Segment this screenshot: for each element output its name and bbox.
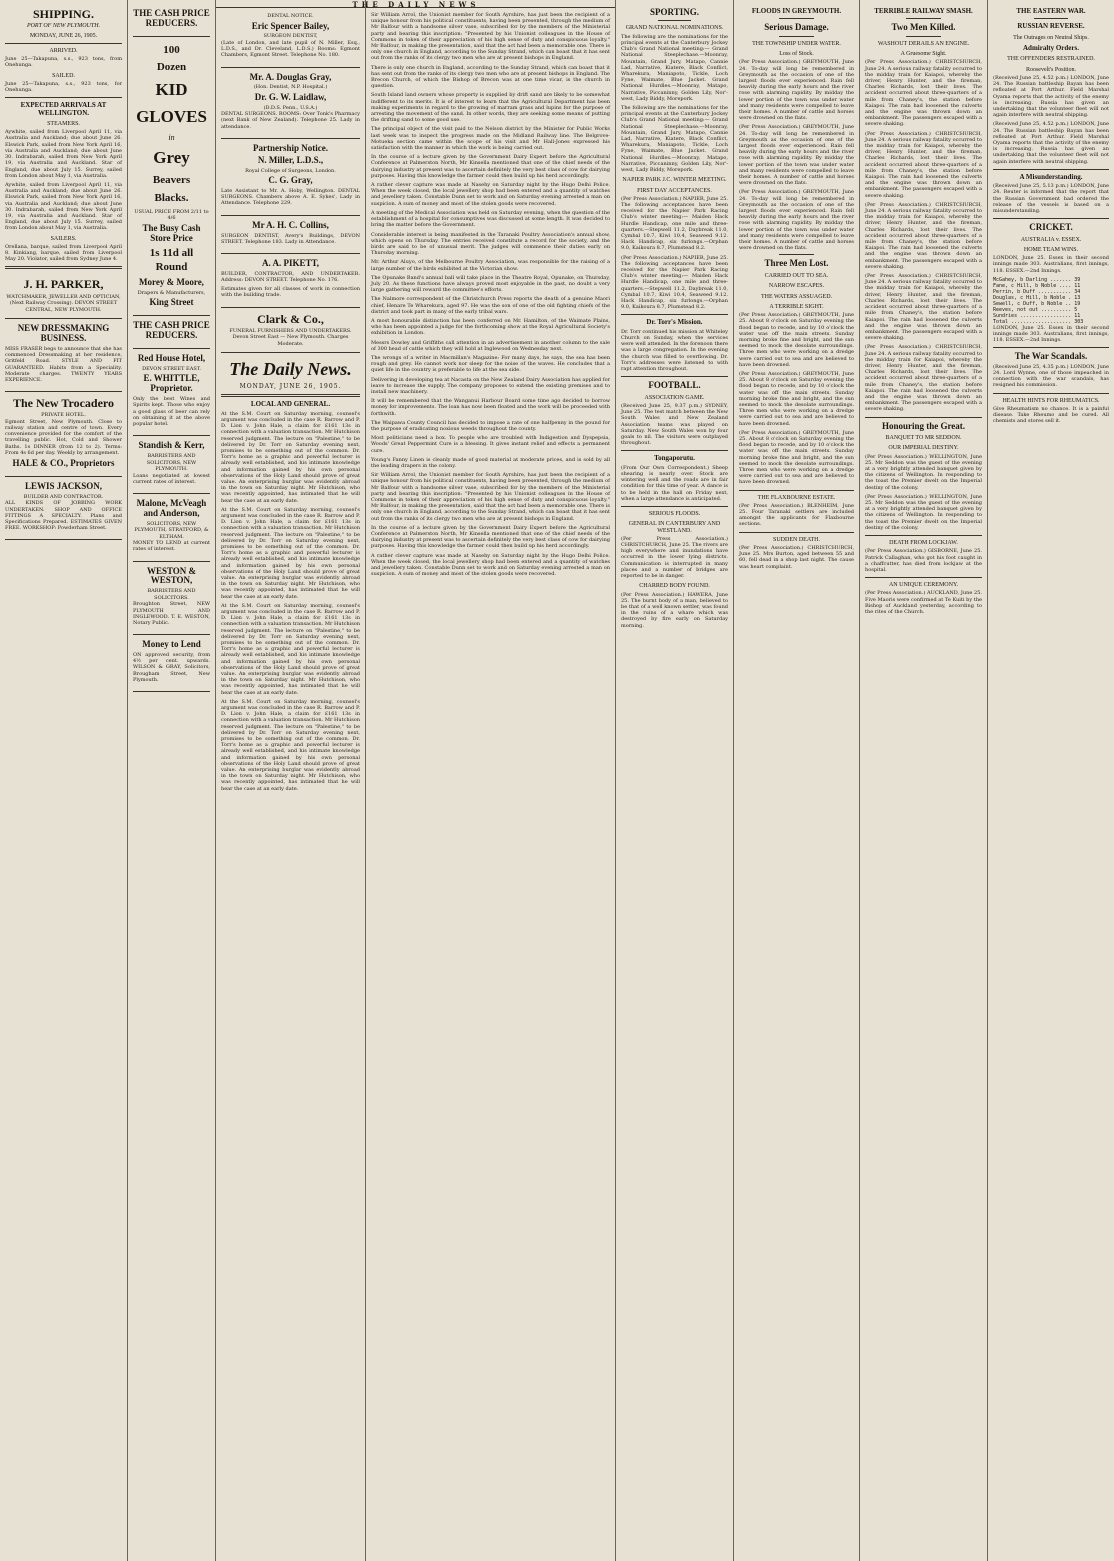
dressmaking-heading: NEW DRESSMAKING BUSINESS.: [17, 323, 110, 344]
torr-text: Dr. Torr continued his mission at Whiteley Church on Sunday, when the services were well attended. In the forenoon there was a large congregation. In the evening the church was filled to overflowing. Dr. Torr's addresses were listened to with rapt attention throughout.: [621, 328, 728, 373]
reducers-heading: THE CASH PRICE REDUCERS.: [133, 8, 210, 28]
cricket-heading: CRICKET.: [1029, 222, 1073, 233]
tongaporutu-text: (From Our Own Correspondent.) Sheep shearing is nearly over. Stock are wintering well and the roads are in fair condition for this time of year. A dance is to be held in the hall on Friday next, when a large attendance is anticipated.: [621, 464, 728, 502]
score-row: Sewell, c Duff, b Noble .. 19: [993, 300, 1081, 307]
partnership-heading: Partnership Notice.: [253, 142, 328, 153]
column-sporting: [616, 0, 734, 1561]
standish-kerr-text: Loans negotiated at lowest current rates of interest.: [133, 472, 210, 485]
railway-text: (Per Press Association.) CHRISTCHURCH, June 24. A serious railway fatality occurred to the midday train for Kaiapoi, whereby the driver, Henry Hunter, and the fireman, Charles Richards, lost their lives. The accident occurred about three-quarters of a mile from Chaney's, the station before Kaiapoi. The rain had loosened the culverts and the engine was thrown down an embankment. The passengers escaped with a severe shaking.: [865, 273, 982, 342]
standish-kerr-name: Standish & Kerr,: [138, 440, 205, 451]
kid-gloves-line: GLOVES: [136, 106, 207, 126]
kid-gloves-line: Beavers: [152, 174, 191, 187]
divider: [621, 314, 728, 315]
divider: [779, 36, 814, 37]
money-to-lend-heading: Money to Lend: [142, 639, 201, 650]
flaxbourne-heading: THE FLAXBOURNE ESTATE.: [757, 494, 836, 501]
column-eastern-war: [988, 0, 1114, 1561]
serious-floods-heading: SERIOUS FLOODS.: [648, 510, 701, 517]
red-house-address: DEVON STREET EAST.: [142, 365, 201, 372]
three-men-heading: Three Men Lost.: [764, 258, 829, 269]
local-general-text: At the S.M. Court on Saturday morning, counsel's argument was concluded in the case R. Barrow and P. D. Lion v. John Hale, a claim for £161 13s in connection with a valuation transaction. Mr Hutchison reserved judgment. The lecture on "Palestine," to be delivered by Dr. Torr on Saturday evening next, promises to be something out of the common. Dr. Torr's home as a graphic and powerful lecturer is already well established, and his intimate knowledge and information gained by his own personal observations of the Holy Land should prove of great value. An enterprising burglar was evidently abroad in the town on Saturday night. Mr Hutchison, who was recently appointed, has intimated that he will hear the case at an early date.: [221, 410, 360, 504]
seddon-sub2: OUR IMPERIAL DESTINY.: [888, 445, 959, 452]
cricket-scorecard: [993, 277, 1109, 325]
steamers-text: Aywhite, sailed from Liverpool April 11, via Australia and Auckland; due about June 26. Elswick Park, sailed from New York April 16, via Australia and Auckland; due about June 30. Indrabarah, sailed from New York April 19, via Australia and Auckland. Star of England, due about July 15. Surrey, sailed from London about May 1, via Australia.: [5, 129, 122, 179]
morey-moore-name: Morey & Moore,: [139, 276, 204, 287]
news-paragraph: In the course of a lecture given by the Government Dairy Expert before the Agricultural Conference at Palmerston North, Mr Kinsella mentioned that one of the chief needs of the dairying industry at present was to ascertain definitely the very best class of cow for dairying purposes. Having this knowledge the farmer could then build up his herd accordingly.: [371, 524, 610, 550]
health-hints-heading: HEALTH HINTS FOR RHEUMATICS.: [1002, 397, 1100, 404]
news-paragraph: A most honourable distinction has been conferred on Mr. Hamilton, of the Waimate Plains, who has been appointed a judge for the forthcoming show at the Royal Agricultural Society's exhibition in London.: [371, 317, 610, 337]
editorial-date: MONDAY, JUNE 26, 1905.: [239, 383, 342, 391]
hale-proprietors: HALE & CO., Proprietors: [12, 458, 115, 469]
collins-name: Mr A. H. C. Collins,: [252, 219, 329, 230]
kid-gloves-line: Dozen: [156, 60, 187, 73]
news-paragraph: A rather clever capture was made at Nasehy on Saturday night by the Hugo Delhi Police. When the week closed, the local jewellery shop had been entered and a quantity of watches and jewellery taken. Constable Dunn set to work and on Saturday evening arrested a man on suspicion. A sum of money and most of the stolen goods were recovered.: [371, 182, 610, 207]
cricket-text: LONDON, June 25. Essex in their second innings made 303. Australians, first innings, 118. ESSEX.—2nd Innings.: [993, 324, 1109, 344]
kid-gloves-advert: [133, 37, 210, 316]
kid-gloves-line: Blacks.: [154, 191, 189, 204]
divider: [865, 417, 982, 418]
column-railway: [860, 0, 988, 1561]
floods-heading: FLOODS IN GREYMOUTH.: [751, 7, 842, 15]
kid-gloves-usual-price: USUAL PRICE FROM 2/11 to 4/6: [134, 208, 209, 222]
sailers-text: Orellana, barque, sailed from Liverpool April 8. Kinkiang, barque, sailed from Liverpool May 20. Violator, sailed from Sydney June 4.: [5, 243, 122, 263]
pikett-note: Estimates given for all classes of work in connection with the building trade.: [221, 286, 360, 299]
divider: [5, 97, 122, 98]
whittle-proprietor: E. WHITTLE, Proprietor.: [143, 373, 200, 394]
standish-kerr-sub: BARRISTERS AND SOLICITORS, NEW PLYMOUTH.: [146, 453, 197, 472]
unique-ceremony-heading: AN UNIQUE CEREMONY.: [888, 582, 959, 589]
kid-gloves-line: Grey: [153, 147, 190, 167]
arrivals-heading: ARRIVED.: [49, 47, 78, 54]
divider: [993, 393, 1109, 394]
divider: [221, 394, 360, 397]
gray-name: Mr. A. Douglas Gray,: [249, 71, 332, 82]
score-row: Reeves, not out .......... 5: [993, 306, 1078, 313]
malone-advert: [133, 494, 210, 562]
red-house-advert: [133, 349, 210, 436]
pikett-name: A. A. PIKETT,: [261, 257, 320, 268]
expected-arrivals-heading: EXPECTED ARRIVALS AT WELLINGTON.: [20, 101, 107, 117]
cricket-text: LONDON, June 25. Essex in their second innings made 303. Australians, first innings, 118. ESSEX.—2nd Innings.: [993, 255, 1109, 274]
miller-sub: Royal College of Surgeons, London.: [245, 167, 336, 174]
railway-sub3: A Gruesome Sight.: [900, 51, 947, 58]
unique-ceremony-text: (Per Press Association.) AUCKLAND, June 25. Five Maoris were confirmed at Te Kuiti by the Bishop of Auckland yesterday, according to the rites of the Church.: [865, 590, 982, 616]
departures-text: June 25—Takapuna, s.s., 923 tons, for Onehunga.: [5, 80, 122, 94]
malone-sub: SOLICITORS, NEW PLYMOUTH, STRATFORD, & ELTHAM.: [134, 520, 209, 540]
news-paragraph: In the course of a lecture given by the Government Dairy Expert before the Agricultural Conference at Palmerston North, Mr Kinsella mentioned that one of the chief needs of the dairying industry at present was to ascertain definitely the very best class of cow for dairying purposes. Having this knowledge the farmer could then build up his herd accordingly.: [371, 154, 610, 179]
sudden-death-text: (Per Press Association.) CHRISTCHURCH, June 25. Mrs Burton, aged between 55 and 60, fell dead in a shop last night. The cause was heart complaint.: [739, 544, 854, 570]
divider: [906, 18, 941, 19]
weston-sub: BARRISTERS AND SOLICITORS.: [147, 588, 196, 601]
clark-address: Devon Street East — New Plymouth. Charges Moderate.: [232, 334, 349, 347]
misunderstanding-text: (Received June 25, 5.13 p.m.) LONDON, June 24. Reuter is informed that the report that the Russian Government had ordered the release of the vessels is based on a misunderstanding.: [993, 183, 1109, 214]
kid-gloves-line: KID: [155, 80, 188, 100]
parker-advert: [5, 273, 122, 319]
bailey-sub: SURGEON DENTIST,: [263, 33, 318, 40]
floods-text-2: (Per Press Association.) GREYMOUTH, June 25. About 8 o'clock on Saturday evening the flood began to recede, and by 10 o'clock the water was off the main streets. Sunday morning broke fine and bright, and the sun seemed to mock the desolate surroundings. Three men who were working on a dredge were carried out to sea and are believed to have been drowned.: [739, 370, 854, 427]
railway-text: (Per Press Association.) CHRISTCHURCH, June 24. A serious railway fatality occurred to the midday train for Kaiapoi, whereby the driver, Henry Hunter, and the fireman, Charles Richards, lost their lives. The accident occurred about three-quarters of a mile from Chaney's, the station before Kaiapoi. The rain had loosened the culverts and the engine was thrown down an embankment. The passengers escaped with a severe shaking.: [865, 130, 982, 199]
divider: [993, 218, 1109, 219]
cg-gray-text: Late Assistant to Mr. A. Hoby, Wellington. DENTAL SURGEONS. Chambers above A. E. Sykes', Lady in Attendance. Telephone 229.: [221, 188, 360, 207]
busy-store-label: The Busy Cash Store Price: [142, 222, 201, 243]
column-shipping: [0, 0, 128, 1561]
local-general-heading: LOCAL AND GENERAL.: [250, 400, 331, 409]
weston-advert: [133, 562, 210, 636]
money-to-lend-text: ON approved security, from 4½ per cent. upwards. WILSON & GRAY, Solicitors, Brougham Street, New Plymouth.: [133, 652, 210, 683]
floods-sub2: THE TOWNSHIP UNDER WATER.: [752, 40, 841, 47]
column-news-paragraphs: [366, 0, 616, 1561]
eastern-war-heading: THE EASTERN WAR.: [1016, 7, 1086, 15]
charred-body-heading: CHARRED BODY FOUND.: [639, 583, 710, 590]
war-scandals-heading: The War Scandals.: [1014, 351, 1088, 362]
seddon-text: (Per Press Association.) WELLINGTON, June 25. Mr Seddon was the guest of the evening at a very brightly attended banquet given by the citizens of Wellington. In responding to the toast the Premier dwelt on the Imperial destiny of the colony.: [865, 493, 982, 531]
nominations-heading: GRAND NATIONAL NOMINATIONS.: [625, 25, 724, 32]
local-general-text: At the S.M. Court on Saturday morning, counsel's argument was concluded in the case R. Barrow and P. D. Lion v. John Hale, a claim for £161 13s in connection with a valuation transaction. Mr Hutchison reserved judgment. The lecture on "Palestine," to be delivered by Dr. Torr on Saturday evening next, promises to be something out of the common. Dr. Torr's home as a graphic and powerful lecturer is already well established, and his intimate knowledge and information gained by his own personal observations of the Holy Land should prove of great value. An enterprising burglar was evidently abroad in the town on Saturday night. Mr Hutchison, who was recently appointed, has intimated that he will hear the case at an early date.: [221, 698, 360, 792]
first-day-text: (Per Press Association.) NAPIER, June 25. The following acceptances have been received for the Napier Park Racing Club's winter meeting:— Maiden Hack Hurdle Handicap, one mile and three-quarters.—Stepwell 11.2, Daybreak 11.0, Cymbal 10.7, Kiwi 10.4, Seaweed 9.12. Hack Handicap, six furlongs.—Orphan 9.0, Kaikoura 8.7, Plumstead 8.2.: [621, 254, 728, 311]
news-paragraph: A rather clever capture was made at Nasehy on Saturday night by the Hugo Delhi Police. When the week closed, the local jewellery shop had been entered and a quantity of watches and jewellery taken. Constable Dunn set to work and on Saturday evening arrested a man on suspicion. A sum of money and most of the stolen goods were recovered.: [371, 552, 610, 578]
weston-text: Broughton Street, NEW PLYMOUTH AND INGLEWOOD. T. E. WESTON, Notary Public.: [133, 601, 210, 626]
malone-text: MONEY TO LEND at current rates of interest.: [133, 540, 210, 553]
steamers-heading: STEAMERS.: [47, 120, 80, 127]
eastern-war-sub2: The Outrages on Neutral Ships.: [1013, 34, 1089, 41]
score-row: Douglas, c Hill, b Noble . 13: [993, 294, 1081, 301]
war-scandals-text: (Received June 25, 4.35 p.m.) LONDON, June 24. Lord Wynne, one of those impeached in connection with the war scandals, has resigned his commission.: [993, 363, 1109, 389]
divider: [658, 20, 690, 21]
column-floods: [734, 0, 860, 1561]
sudden-death-heading: SUDDEN DEATH.: [773, 536, 820, 543]
railway-sub: Two Men Killed.: [891, 22, 956, 33]
news-paragraph: There is only one church in England, according to the Sunday Strand, which can boast that it has sent out from the ranks of its clergy two men who are at present bishops in England. The Brecon Church, of which the Bishop of Brecon was at one time vicar, is the church in question.: [371, 64, 610, 90]
lewis-jackson-text: ALL KINDS OF JOBBING WORK UNDERTAKEN. SHOP AND OFFICE FITTINGS A SPECIALTY. Plans and Specifications Prepared. ESTIMATES GIVEN FREE. WORKSHOP: Powderham Street.: [5, 500, 122, 532]
misunderstanding-heading: A Misunderstanding.: [1019, 172, 1083, 181]
score-row: Total .................... 303: [993, 318, 1084, 325]
narrow-escapes: NARROW ESCAPES.: [768, 283, 825, 290]
torr-heading: Dr. Torr's Mission.: [646, 318, 703, 327]
dressmaking-text: MISS FRASER begs to announce that she has commenced Dressmaking at her residence, Gritfeld Road. STYLE AND FIT GUARANTEED. Habits from a Speciality. Moderate charges. TWENTY YEARS EXPERIENCE.: [5, 345, 122, 383]
floods-text: (Per Press Association.) GREYMOUTH, June 24. To-day will long be remembered in Greymouth as the occasion of one of the largest floods ever experienced. Rain fell heavily during the early hours and the river rose with alarming rapidity. By midday the lower portion of the town was under water and many residents were compelled to leave their homes. A number of cattle and horses were drowned on the flats.: [739, 189, 854, 252]
railway-sub2: WASHOUT DERAILS AN ENGINE.: [877, 40, 970, 47]
divider: [865, 535, 982, 536]
score-row: Fane, c Hill, b Noble .... 11: [993, 282, 1081, 289]
divider: [993, 347, 1109, 348]
column-adverts-a: [128, 0, 216, 1561]
standish-kerr-advert: [133, 436, 210, 494]
busy-store-price: 1s 11d all Round: [149, 247, 194, 273]
napier-heading: NAPIER PARK J.C. WINTER MEETING.: [622, 177, 727, 184]
divider: [906, 36, 941, 37]
lockjaw-heading: DEATH FROM LOCKJAW.: [889, 540, 958, 547]
news-paragraph: Sir William Arrol, the Unionist member for South Ayrshire, has just been the recipient of a unique honour from his political constituents, having been presented, through the medium of Mr Balfour with a handsome silver vase, subscribed for by the members of the Ministerial party and bearing this inscription: "Presented by his Unionist colleagues in the House of Commons in token of their appreciation of his high sense of duty and conspicuous loyalty." Mr Balfour, in making the presentation, said that the act had been a memorable one. There is only one church in England, according to the Sunday Strand, which can boast that it has sent out from the ranks of its clergy two men who are at present bishops in England.: [371, 12, 610, 62]
shipping-heading: SHIPPING.: [32, 7, 94, 21]
railway-text: (Per Press Association.) CHRISTCHURCH, June 24. A serious railway fatality occurred to the midday train for Kaiapoi, whereby the driver, Henry Hunter, and the fireman, Charles Richards, lost their lives. The accident occurred about three-quarters of a mile from Chaney's, the station before Kaiapoi. The rain had loosened the culverts and the engine was thrown down an embankment. The passengers escaped with a severe shaking.: [865, 344, 982, 413]
reducers-advert: [133, 4, 210, 37]
kid-gloves-count: 100: [163, 43, 180, 56]
railway-text: (Per Press Association.) CHRISTCHURCH, June 24. A serious railway fatality occurred to the midday train for Kaiapoi, whereby the driver, Henry Hunter, and the fireman, Charles Richards, lost their lives. The accident occurred about three-quarters of a mile from Chaney's, the station before Kaiapoi. The rain had loosened the culverts and the engine was thrown down an embankment. The passengers escaped with a severe shaking.: [865, 59, 982, 128]
lewis-jackson-advert: [5, 477, 122, 540]
miller-name: N. Miller, L.D.S.,: [257, 154, 324, 165]
morey-moore-street: King Street: [149, 297, 194, 308]
serious-floods-text: (Per Press Association.) CHRISTCHURCH, June 25. The rivers are high everywhere and inundations have occurred in the lower lying districts. Communication is interrupted in many places and a number of bridges are reported to be in danger.: [621, 535, 728, 580]
bailey-name: Eric Spencer Bailey,: [251, 20, 330, 31]
parker-name: J. H. PARKER,: [23, 277, 104, 292]
trocadero-text: Egmont Street, New Plymouth. Close to railway station and centre of town. Every convenience provided for the comfort of the travelling public. Hot, Cold and Shower Baths. 1s DINNER (from 12 to 2). Terms: From 4s 6d per day. Weekly by arrangement.: [5, 418, 122, 456]
steamers-text: Aywhite, sailed from Liverpool April 11, via Australia and Auckland; due about June 26. Elswick Park, sailed from New York April 16, via Australia and Auckland; due about June 30. Indrabarah, sailed from New York April 19, via Australia and Auckland. Star of England, due about July 15. Surrey, sailed from London about May 1, via Australia.: [5, 181, 122, 232]
home-team-wins: HOME TEAM WINS.: [1023, 246, 1079, 253]
clark-advert: [221, 308, 360, 354]
floods-text-2: (Per Press Association.) GREYMOUTH, June 25. About 8 o'clock on Saturday evening the flood began to recede, and by 10 o'clock the water was off the main streets. Sunday morning broke fine and bright, and the sun seemed to mock the desolate surroundings. Three men who were working on a dredge were carried out to sea and are believed to have been drowned.: [739, 312, 854, 368]
clark-name: Clark & Co.,: [257, 311, 324, 326]
local-general-text: At the S.M. Court on Saturday morning, counsel's argument was concluded in the case R. Barrow and P. D. Lion v. John Hale, a claim for £161 13s in connection with a valuation transaction. Mr Hutchison reserved judgment. The lecture on "Palestine," to be delivered by Dr. Torr on Saturday evening next, promises to be something out of the common. Dr. Torr's home as a graphic and powerful lecturer is already well established, and his intimate knowledge and information gained by his own personal observations of the Holy Land should prove of great value. An enterprising burglar was evidently abroad in the town on Saturday night. Mr Hutchison, who was recently appointed, has intimated that he will hear the case at an early date.: [221, 506, 360, 600]
news-paragraph: The Opunake Band's annual ball will take place in the Theatre Royal, Opunake, on Thursday, July 20. As these functions have always proved most enjoyable in the past, no doubt a very large gathering will reward the committee's efforts.: [371, 274, 610, 294]
floods-text: (Per Press Association.) GREYMOUTH, June 24. To-day will long be remembered in Greymouth as the occasion of one of the largest floods ever experienced. Rain fell heavily during the early hours and the river rose with alarming rapidity. By midday the lower portion of the town was under water and many residents were compelled to leave their homes. A number of cattle and horses were drowned on the flats.: [739, 124, 854, 187]
bailey-advert: [221, 10, 360, 68]
news-paragraph: Sir William Arrol, the Unionist member for South Ayrshire, has just been the recipient of a unique honour from his political constituents, having been presented, through the medium of Mr Balfour with a handsome silver vase, subscribed for by the members of the Ministerial party and bearing this inscription: "Presented by his Unionist colleagues in the House of Commons in token of their appreciation of his high sense of duty and conspicuous loyalty." Mr Balfour, in making the presentation, said that the act had been a memorable one. There is only one church in England, according to the Sunday Strand, which can boast that it has sent out from the ranks of its clergy two men who are at present bishops in England.: [371, 472, 610, 522]
news-paragraph: A meeting of the Medical Association was held on Saturday evening, when the question of the establishment of a hospital for consumptives was discussed at some length. It was decided to bring the matter before the Government.: [371, 209, 610, 229]
morey-moore-sub: Drapers & Manufacturers,: [137, 289, 206, 296]
pikett-advert: [221, 254, 360, 308]
parker-address: (Next Railway Crossing). DEVON STREET CENTRAL, NEW PLYMOUTH.: [9, 300, 118, 313]
divider: [5, 43, 122, 44]
divider: [739, 490, 854, 491]
divider: [779, 18, 814, 19]
dental-notice-heading: DENTAL NOTICE.: [267, 13, 314, 19]
local-general-text: At the S.M. Court on Saturday morning, counsel's argument was concluded in the case R. Barrow and P. D. Lion v. John Hale, a claim for £161 13s in connection with a valuation transaction. Mr Hutchison reserved judgment. The lecture on "Palestine," to be delivered by Dr. Torr on Saturday evening next, promises to be something out of the common. Dr. Torr's home as a graphic and powerful lecturer is already well established, and his intimate knowledge and information gained by his own personal observations of the Holy Land should prove of great value. An enterprising burglar was evidently abroad in the town on Saturday night. Mr Hutchison, who was recently appointed, has intimated that he will hear the case at an early date.: [221, 602, 360, 696]
news-paragraph: Most politicians need a box. To people who are troubled with Indigestion and Dyspepsia, Woods' Great Peppermint Cure is a blessing. It gives instant relief and effects a permanent cure.: [371, 435, 610, 454]
divider: [621, 450, 728, 451]
gray-sub: (Hon. Dentist, N.P. Hospital.): [253, 84, 328, 91]
association-heading: ASSOCIATION GAME.: [644, 394, 705, 401]
divider: [865, 577, 982, 578]
cg-gray-name: C. G. Gray,: [268, 175, 313, 186]
partnership-advert: [221, 139, 360, 216]
editorial-title: The Daily News.: [229, 359, 352, 380]
sporting-heading: SPORTING.: [650, 7, 699, 17]
masthead: THE DAILY NEWS: [216, 0, 616, 8]
association-text: (Received June 25, 9.37 p.m.) SYDNEY, June 25. The test match between the New South Wales and New Zealand Association teams was played on Saturday. New South Wales won by four goals to nil. The visitors were outplayed throughout.: [621, 402, 728, 447]
divider: [993, 169, 1109, 170]
spacer: [371, 4, 610, 12]
red-house-name: Red House Hotel,: [137, 352, 206, 363]
seddon-heading: Honouring the Great.: [881, 420, 966, 431]
nominations-text: The following are the nominations for the principal events at the Canterbury Jockey Club's Grand National meeting:— Grand National Steeplechase.—Moonray, Mountain, Grand Jury, Matapo, Cannie Lad, Narrative, Kiatere, Black Conflict, Wharekura, Maniapoto, Tickle, Loch Fyne, Waimate, Blue Jacket. Grand National Hurdles.—Moonray, Matapo, Narrative, Piccaninny, Golden Lily, Nor'-west, Lady Biddy, Morepork.: [621, 33, 728, 102]
floods-text: (Per Press Association.) GREYMOUTH, June 24. To-day will long be remembered in Greymouth as the occasion of one of the largest floods ever experienced. Rain fell heavily during the early hours and the river rose with alarming rapidity. By midday the lower portion of the town was under water and many residents were compelled to leave their homes. A number of cattle and horses were drowned on the flats.: [739, 59, 854, 122]
pikett-text: BUILDER, CONTRACTOR, AND UNDERTAKER. Address: DEVON STREET. Telephone No. 176.: [221, 270, 360, 284]
floods-sub: Serious Damage.: [764, 22, 829, 33]
arrivals-text: June 25—Takapuna, s.s., 923 tons, from Onehunga.: [5, 56, 122, 69]
divider: [739, 532, 854, 533]
trocadero-advert: [5, 392, 122, 477]
malone-name: Malone, McVeagh and Anderson,: [136, 497, 207, 518]
news-paragraph: The principal object of the visit paid to the Nelson district by the Minister for Public Works last week was to inspect the progress made on the Midland Railway line. The Belgrove-Motueka section came within the scope of his visit and Mr Hall-Jones expressed his satisfaction with the manner in which the work is being carried out.: [371, 126, 610, 152]
terrible-sight: A TERRIBLE SIGHT.: [769, 303, 824, 310]
laidlaw-sub: (D.D.S. Penn., U.S.A.): [263, 104, 318, 111]
whittle-text: Only the best Wines and Spirits kept. Those who enjoy a good glass of beer can rely on obtaining it at the above popular hotel.: [133, 396, 210, 427]
floods-sub3: Loss of Stock.: [779, 51, 814, 58]
score-row: Sundries ................. 11: [993, 312, 1081, 319]
divider: [5, 266, 122, 269]
dressmaking-advert: [5, 319, 122, 392]
news-paragraph: Considerable interest is being manifested in the Taranaki Poultry Association's annual show, which opens on Thursday. The entries received constitute a record for the society, and the birds are said to be of unusual merit. The judges will commence their duties early on Thursday morning.: [371, 231, 610, 257]
score-row: Perrin, b Duff ........... 34: [993, 288, 1081, 295]
laidlaw-text: DENTAL SURGEONS. ROOMS: Over Tonk's Pharmacy (next Bank of New Zealand). Telephone 25. Lady in attendance.: [221, 111, 360, 130]
news-paragraph: The Waipawa County Council has decided to impose a rate of one halfpenny in the pound for the purpose of eradicating noxious weeds throughout the county.: [371, 419, 610, 432]
lewis-jackson-sub: BUILDER AND CONTRACTOR.: [23, 493, 104, 500]
laidlaw-name: Dr. G. W. Laidlaw,: [254, 91, 327, 102]
reducers-heading: THE CASH PRICE REDUCERS.: [133, 320, 210, 341]
news-paragraph: The wrongs of a writer in Macmillan's Magazine: For many days, he says, the sea has been rough and grey. He cannot work nor sleep for the noise of the waves. He concludes that a quiet life in the country is preferable to life at the sea side.: [371, 354, 610, 374]
first-day-text: (Per Press Association.) NAPIER, June 25. The following acceptances have been received for the Napier Park Racing Club's winter meeting:— Maiden Hack Hurdle Handicap, one mile and three-quarters.—Stepwell 11.2, Daybreak 11.0, Cymbal 10.7, Kiwi 10.4, Seaweed 9.12. Hack Handicap, six furlongs.—Orphan 9.0, Kaikoura 8.7, Plumstead 8.2.: [621, 195, 728, 252]
clark-sub: FUNERAL FURNISHERS AND UNDERTAKERS.: [229, 327, 352, 334]
nominations-text: The following are the nominations for the principal events at the Canterbury Jockey Club's Grand National meeting:— Grand National Steeplechase.—Moonray, Mountain, Grand Jury, Matapo, Cannie Lad, Narrative, Kiatere, Black Conflict, Wharekura, Maniapoto, Tickle, Loch Fyne, Waimate, Blue Jacket. Grand National Hurdles.—Moonray, Matapo, Narrative, Piccaninny, Golden Lily, Nor'-west, Lady Biddy, Morepork.: [621, 104, 728, 173]
roosevelt-text: (Received June 25, 4.52 p.m.) LONDON, June 24. The Russian battleship Bayan has been refloated at Port Arthur. Field Marshal Oyama reports that the activity of the enemy is increasing. Russia has given an undertaking that the volunteer fleet will not again interfere with neutral shipping.: [993, 74, 1109, 119]
health-hints-text: Give Rheumatism no chance. It is a painful disease. Take Rheumo and be cured. All chemists and stores sell it.: [993, 405, 1109, 425]
railway-heading: TERRIBLE RAILWAY SMASH.: [874, 7, 973, 15]
news-paragraph: Mr. Arthur Aluyo, of the Melbourne Poultry Association, was responsible for the raising of a large number of the birds exhibited at the Victorian show.: [371, 259, 610, 272]
serious-floods-sub: GENERAL IN CANTERBURY AND WESTLAND.: [628, 521, 721, 534]
departures-heading: SAILED.: [52, 72, 75, 79]
lockjaw-text: (Per Press Association.) GISBORNE, June 25. Patrick Callaghan, who got his foot caught in a chaffcutter, has died from lockjaw at the hospital.: [865, 548, 982, 573]
flaxbourne-text: (Per Press Association.) BLENHEIM, June 25. Four Taranaki settlers are included amongst the applicants for Flaxbourne sections.: [739, 502, 854, 528]
port-name: PORT OF NEW PLYMOUTH.: [26, 22, 101, 29]
news-paragraph: The Nalmore correspondent of the Christchurch Press reports the death of a genuine Maori chief, Henare Te Wharekura, aged 97. He was the son of one of the old fighting chiefs of the district and took part in many of the early tribal wars.: [371, 296, 610, 315]
seddon-sub: BANQUET TO MR SEDDON.: [885, 434, 962, 441]
cricket-sub: AUSTRALIA v. ESSEX.: [1020, 236, 1082, 243]
trocadero-heading: The New Trocadero: [12, 396, 115, 411]
trocadero-sub: PRIVATE HOTEL.: [41, 412, 86, 419]
news-paragraph: Messrs Dowley and Griffiths call attention in an advertisement in another column to the sale of 300 head of cattle which they will hold at Inglewood on Wednesday next.: [371, 339, 610, 352]
charred-body-text: (Per Press Association.) HAWERA, June 25. The burnt body of a man, believed to be that of a well known settler, was found in the ruins of a whare which was destroyed by fire early on Saturday morning.: [621, 591, 728, 629]
lewis-jackson-name: LEWIS JACKSON,: [24, 480, 103, 491]
divider: [1034, 18, 1069, 19]
kid-gloves-line: in: [168, 132, 175, 142]
three-men-sub: CARRIED OUT TO SEA.: [764, 272, 829, 279]
tongaporutu-heading: Tongaporutu.: [654, 454, 695, 463]
news-paragraph: South Island land owners whose property is supplied by drift sand are likely to be somewhat indifferent to its merits. It is of interest to learn that the Agricultural Department has been making experiments in regard to the growing of marram grass and lupins for the purpose of arresting the movement of the sand. In other words, they are seeking some means of putting the drifting sand to some good use.: [371, 92, 610, 124]
news-paragraph: It will be remembered that the Wanganui Harbour Board some time ago decided to borrow money for improvements. The loan has now been floated and the work will be proceeded with forthwith.: [371, 398, 610, 417]
divider: [779, 254, 814, 255]
reducers-advert: [133, 316, 210, 349]
first-day-heading: FIRST DAY ACCEPTANCES.: [637, 187, 712, 194]
football-heading: FOOTBALL.: [648, 380, 701, 391]
money-to-lend-advert: [133, 635, 210, 692]
eastern-war-sub3: Admiralty Orders.: [1023, 43, 1079, 52]
seddon-text: (Per Press Association.) WELLINGTON, June 25. Mr Seddon was the guest of the evening at a very brightly attended banquet given by the citizens of Wellington. In responding to the toast the Premier dwelt on the Imperial destiny of the colony.: [865, 453, 982, 491]
shipping-date: MONDAY, JUNE 26, 1905.: [29, 32, 98, 39]
collins-advert: [221, 216, 360, 254]
gray-laidlaw-advert: [221, 68, 360, 139]
divider: [621, 506, 728, 507]
waters-assuaged: THE WATERS ASSUAGED.: [760, 293, 833, 300]
roosevelt-text: (Received June 25, 4.52 p.m.) LONDON, June 24. The Russian battleship Bayan has been refloated at Port Arthur. Field Marshal Oyama reports that the activity of the enemy is increasing. Russia has given an undertaking that the volunteer fleet will not again interfere with neutral shipping.: [993, 121, 1109, 165]
weston-name: WESTON & WESTON,: [146, 565, 197, 586]
bailey-text: (Late of London, and late pupil of N. Miller, Esq., L.D.S., and Dr. Cleveland, L.D.S.) Rooms: Egmont Chambers, Egmont Street. Telephone No. 180.: [221, 39, 360, 59]
news-paragraph: Young's Fanny Linen is cleanly made of good material at moderate prices, and is sold by all the leading drapers in the colony.: [371, 456, 610, 469]
news-paragraph: Delivering in developing tea at Nacasta on the New Zealand Dairy Association has applied for leave to increase the supply. The company proposes to extend the existing premises and to install new machinery.: [371, 376, 610, 395]
eastern-war-sub4: THE OFFENDERS RESTRAINED.: [1007, 56, 1095, 63]
floods-text-2: (Per Press Association.) GREYMOUTH, June 25. About 8 o'clock on Saturday evening the flood began to recede, and by 10 o'clock the water was off the main streets. Sunday morning broke fine and bright, and the sun seemed to mock the desolate surroundings. Three men who were working on a dredge were carried out to sea and are believed to have been drowned.: [739, 429, 854, 486]
score-row: McGahey, b Darling ....... 39: [993, 276, 1081, 283]
column-professional: [216, 0, 366, 1561]
roosevelt-heading: Roosevelt's Position.: [1025, 66, 1077, 73]
railway-text: (Per Press Association.) CHRISTCHURCH, June 24. A serious railway fatality occurred to the midday train for Kaiapoi, whereby the driver, Henry Hunter, and the fireman, Charles Richards, lost their lives. The accident occurred about three-quarters of a mile from Chaney's, the station before Kaiapoi. The rain had loosened the culverts and the engine was thrown down an embankment. The passengers escaped with a severe shaking.: [865, 201, 982, 270]
sailers-heading: SAILERS.: [50, 235, 77, 242]
eastern-war-sub: RUSSIAN REVERSE.: [1017, 22, 1085, 31]
parker-trade: WATCHMAKER, JEWELLER AND OPTICIAN,: [6, 293, 121, 300]
divider: [621, 376, 728, 377]
collins-text: SURGEON DENTIST, Avery's Buildings, DEVON STREET. Telephone 183. Lady in Attendance.: [221, 232, 360, 245]
